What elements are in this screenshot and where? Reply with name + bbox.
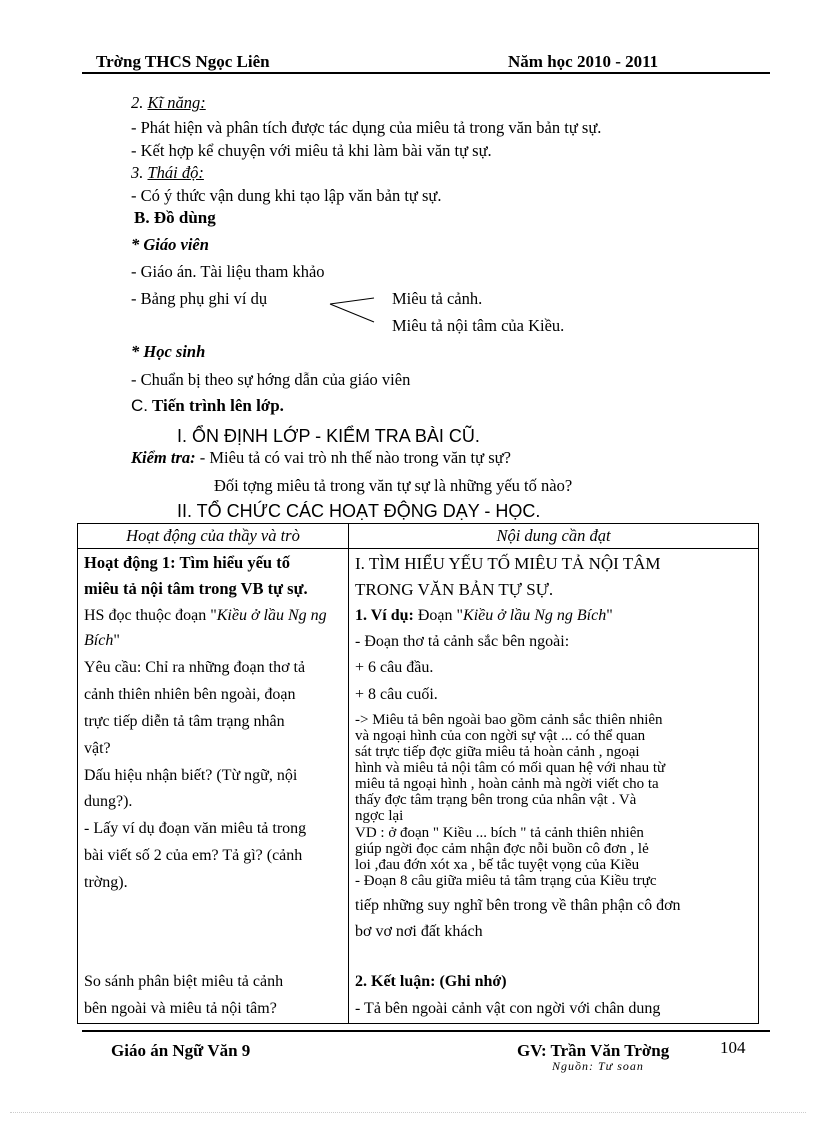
footer-subject: Giáo án Ngữ Văn 9 xyxy=(111,1041,251,1060)
school-name: Trờng THCS Ngọc Liên xyxy=(96,52,270,71)
dense-line: và ngoại hình của con ngời sự vật ... có thể quan xyxy=(355,728,646,744)
req-line: vật? xyxy=(84,740,111,757)
student-item: - Chuẩn bị theo sự hớng dẫn của giáo viên xyxy=(131,370,411,389)
attitude-heading: 3. Thái độ: xyxy=(131,163,204,182)
conclusion-heading: 2. Kết luận: (Ghi nhớ) xyxy=(355,973,507,990)
footer-source: Nguồn: Tư soan xyxy=(552,1059,644,1073)
content-heading-1: I. TÌM HIỂU YẾU TỐ MIÊU TẢ NỘI TÂM xyxy=(355,554,661,573)
footer-teacher: GV: Trần Văn Trờng xyxy=(517,1041,670,1060)
dense-line: thấy đợc tâm trạng bên trong của nhân vật . Và xyxy=(355,792,637,808)
part-1-heading: I. ỔN ĐỊNH LỚP - KIỂM TRA BÀI CŨ. xyxy=(177,426,480,446)
req-line: Dấu hiệu nhận biết? (Từ ngữ, nội xyxy=(84,767,298,784)
check-question-2: Đối tợng miêu tả trong văn tự sự là những yếu tố nào? xyxy=(214,476,573,495)
right-column xyxy=(349,549,759,1024)
check-question-1: Kiểm tra: - Miêu tả có vai trò nh thế nào trong văn tự sự? xyxy=(131,448,511,467)
branch-lines xyxy=(328,292,376,324)
req-line: dung?). xyxy=(84,793,133,810)
content-line: - Tả bên ngoài cảnh vật con ngời với chân dung xyxy=(355,1000,661,1017)
content-line: + 6 câu đầu. xyxy=(355,659,434,676)
content-heading-2: TRONG VĂN BẢN TỰ SỰ. xyxy=(355,580,554,599)
read-instruction: HS đọc thuộc đoạn "Kiều ở lầu Ng ng xyxy=(84,607,327,624)
lesson-table xyxy=(77,523,759,1024)
req-line: - Lấy ví dụ đoạn văn miêu tả trong xyxy=(84,820,307,837)
dense-line: -> Miêu tả bên ngoài bao gồm cảnh sắc thiên nhiên xyxy=(355,712,663,728)
dense-line: sát trực tiếp đợc giữa miêu tả hoàn cảnh , ngoại xyxy=(355,744,640,760)
dense-line: miêu tả ngoại hình , hoàn cảnh mà ngời viết cho ta xyxy=(355,776,659,792)
dense-line: loi ,đau đớn xót xa , bế tắc tuyệt vọng của Kiều xyxy=(355,857,640,873)
dense-line: giúp ngời đọc cảm nhận đợc nỗi buồn cô đơn , lẻ xyxy=(355,841,649,857)
student-label: * Học sinh xyxy=(131,342,206,361)
teacher-item-1: - Giáo án. Tài liệu tham khảo xyxy=(131,262,325,281)
example-line: 1. Ví dụ: Đoạn "Kiều ở lầu Ng ng Bích" xyxy=(355,607,613,624)
dense-line: ngợc lại xyxy=(355,808,404,824)
content-line: - Đoạn thơ tả cảnh sắc bên ngoài: xyxy=(355,633,570,650)
left-column xyxy=(78,549,349,1024)
compare-line: So sánh phân biệt miêu tả cảnh xyxy=(84,973,284,990)
teacher-item-2: - Bảng phụ ghi ví dụ xyxy=(131,289,268,308)
section-b-title: B. Đồ dùng xyxy=(134,208,216,227)
branch-bottom-label: Miêu tả nội tâm của Kiều. xyxy=(392,316,565,335)
page-bottom-divider xyxy=(10,1112,806,1113)
skills-item-2: - Kết hợp kể chuyện với miêu tả khi làm bài văn tự sự. xyxy=(131,141,492,160)
header-rule xyxy=(82,72,770,74)
branch-top-label: Miêu tả cảnh. xyxy=(392,289,483,308)
skills-heading: 2. Kĩ năng: xyxy=(131,93,206,112)
col-header-teacher: Hoạt động của thầy và trò xyxy=(78,524,349,549)
dense-line: VD : ở đoạn " Kiều ... bích " tả cảnh thiên nhiên xyxy=(355,825,644,841)
read-instruction-cont: Bích" xyxy=(84,632,120,649)
footer-rule xyxy=(82,1030,770,1032)
dense-line: hình và miêu tả nội tâm có mối quan hệ với nhau từ xyxy=(355,760,666,776)
compare-line: bên ngoài và miêu tả nội tâm? xyxy=(84,1000,277,1017)
page-number: 104 xyxy=(720,1038,746,1057)
req-line: trờng). xyxy=(84,874,128,891)
content-line: tiếp những suy nghĩ bên trong về thân phận cô đơn xyxy=(355,897,681,914)
activity-line-2: miêu tả nội tâm trong VB tự sự. xyxy=(84,579,308,598)
teacher-label: * Giáo viên xyxy=(131,235,209,254)
req-line: Yêu cầu: Chỉ ra những đoạn thơ tả xyxy=(84,659,306,676)
req-line: cảnh thiên nhiên bên ngoài, đoạn xyxy=(84,686,296,703)
content-line: bơ vơ nơi đất khách xyxy=(355,923,483,940)
school-year: Năm học 2010 - 2011 xyxy=(508,52,659,71)
attitude-item: - Có ý thức vận dung khi tạo lập văn bản tự sự. xyxy=(131,186,442,205)
dense-line: - Đoạn 8 câu giữa miêu tả tâm trạng của Kiều trực xyxy=(355,873,657,889)
section-c-title: C. Tiến trình lên lớp. xyxy=(131,396,284,415)
req-line: trực tiếp diễn tả tâm trạng nhân xyxy=(84,713,285,730)
part-2-heading: II. TỔ CHỨC CÁC HOẠT ĐỘNG DẠY - HỌC. xyxy=(177,501,541,521)
skills-item-1: - Phát hiện và phân tích được tác dụng của miêu tả trong văn bản tự sự. xyxy=(131,118,602,137)
req-line: bài viết số 2 của em? Tả gì? (cảnh xyxy=(84,847,303,864)
content-line: + 8 câu cuối. xyxy=(355,686,438,703)
activity-line-1: Hoạt động 1: Tìm hiểu yếu tố xyxy=(84,553,290,572)
col-header-content: Nội dung cần đạt xyxy=(349,524,759,549)
